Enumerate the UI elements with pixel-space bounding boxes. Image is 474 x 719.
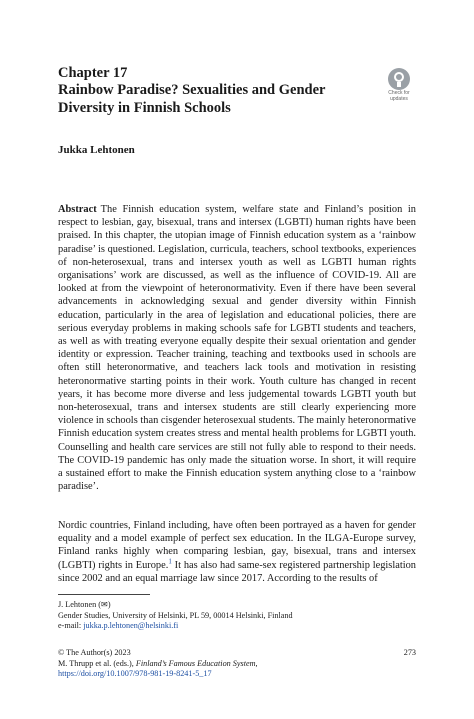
body-text-part1: Nordic countries, Finland including, have often been portrayed as a haven for gender equality and a model example of perfect sex education. In the ILGA-Europe survey, Finland ranks highly when comparing lesbian, gay, bisexual, trans and intersex (LGBTI) rights in Europe. — [58, 520, 416, 571]
abstract-text: The Finnish education system, welfare state and Finland’s position in respect to lesbian, gay, bisexual, trans and intersex (LGBTI) human rights have been praised. In this chapter, the utopian image of Finnish education system as a ‘rainbow paradise’ is questioned. Legislation, curricula, teachers, school textbooks, experiences of non-heterosexual, trans and intersex youth as well as LGBTI human rights organisations’ work are discussed, as well as the influence of COVID-19. All are looked at from the viewpoint of heteronormativity. Even if there have been several advancements in acknowledging sexual and gender diversity within Finnish education, particularly in the area of legislation and educational policies, there are serious everyday problems in making schools safe for LGBTI students and teachers, as well as with treating everyone equally despite their sexual orientation and gender identity or expression. Teacher training, teaching and textbooks used in schools are often still heteronormative, and teachers lack tools and motivation in resisting heteronormative starting points in their work. Youth culture has changed in recent years, it has become more diverse and less judgemental towards LGBTI youth but non-heterosexual, trans and intersex students are still clearly experiencing more violence in schools than cisgender heterosexual students. The mainly heteronormative Finnish education system creates stress and mental health problems for LGBTI youth. Counselling and health care services are still not fully able to respond to their needs. The COVID-19 pandemic has only made the situation worse. In short, it will require a sustained effort to make the Finnish education system anything close to a ‘rainbow paradise’. — [58, 204, 416, 493]
author-name: Jukka Lehtonen — [58, 144, 135, 156]
badge-label: Check for updates — [388, 90, 410, 102]
citation-suffix: , — [255, 658, 258, 668]
chapter-title: Rainbow Paradise? Sexualities and Gender Diversity in Finnish Schools — [58, 82, 326, 116]
copyright-line: © The Author(s) 2023 — [58, 648, 131, 657]
footnote-affiliation: Gender Studies, University of Helsinki, PL 59, 00014 Helsinki, Finland — [58, 610, 293, 620]
paper-page — [58, 0, 416, 719]
citation-line — [58, 659, 416, 670]
footnote-email-line — [58, 621, 416, 632]
abstract — [58, 203, 416, 493]
citation-prefix: M. Thrupp et al. (eds.), — [58, 658, 136, 668]
check-for-updates-badge[interactable] — [382, 68, 416, 106]
email-label: e-mail: — [58, 621, 84, 631]
footnote-divider — [58, 594, 150, 595]
bookmark-icon — [388, 68, 410, 90]
copyright-block — [58, 648, 416, 680]
body-paragraph — [58, 519, 416, 585]
book-title: Finland’s Famous Education System — [135, 658, 256, 668]
page-number: 273 — [403, 648, 416, 657]
email-link[interactable]: jukka.p.lehtonen@helsinki.fi — [83, 621, 179, 631]
footnote-author: J. Lehtonen (✉) — [58, 600, 111, 609]
footnote-reference[interactable]: 1 — [168, 557, 172, 566]
chapter-number: Chapter 17 — [58, 65, 128, 81]
body-text-part2: It has also had same-sex registered partnership legislation since 2002 and an equal marriage law since 2017. According to the results of — [58, 559, 416, 584]
author-footnote — [58, 600, 416, 632]
abstract-label: Abstract — [58, 204, 97, 215]
doi-link[interactable]: https://doi.org/10.1007/978-981-19-8241-5_17 — [58, 669, 212, 679]
